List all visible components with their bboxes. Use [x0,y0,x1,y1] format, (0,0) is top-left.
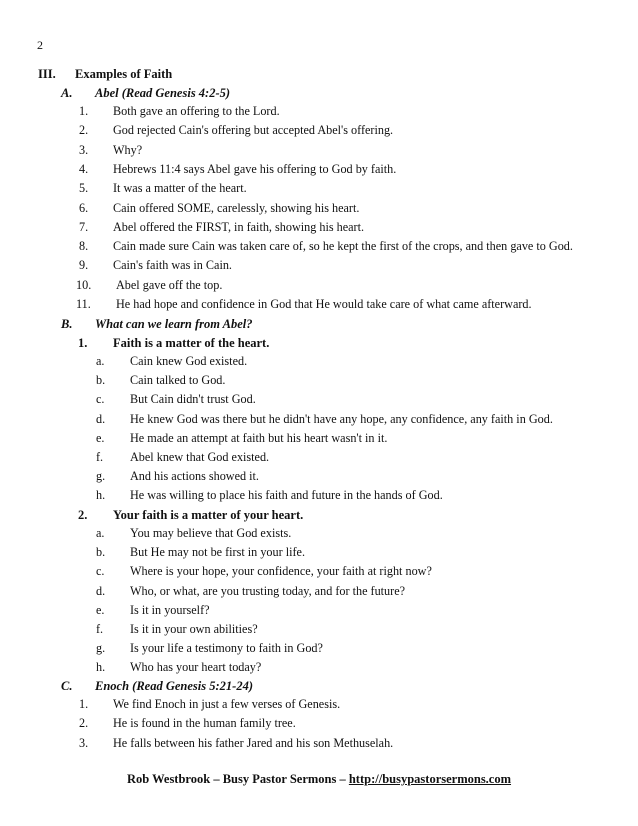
list-item-marker: 2. [79,123,89,138]
list-item-text: It was a matter of the heart. [113,181,247,196]
list-item-text: Who has your heart today? [130,660,262,675]
list-item-text: Cain made sure Cain was taken care of, so he kept the first of the crops, and then gave to God. [113,239,573,254]
list-item-text: And his actions showed it. [130,469,259,484]
list-item-text: Both gave an offering to the Lord. [113,104,280,118]
subsection-a-title: Abel (Read Genesis 4:2-5) [95,86,231,100]
page-number: 2 [37,38,43,52]
list-item-text: Cain talked to God. [130,373,226,388]
footer [0,772,638,787]
list-item-marker: a. [96,526,105,540]
list-item-text: But Cain didn't trust God. [130,392,256,407]
list-item-marker: d. [96,583,106,598]
list-item-marker: 10. [76,277,92,292]
list-item-marker: c. [96,392,105,407]
list-item-text: Cain's faith was in Cain. [113,258,232,273]
list-item-text: He knew God was there but he didn't have any hope, any confidence, any faith in God. [130,411,553,426]
list-item-text: He falls between his father Jared and his son Methuselah. [113,735,394,750]
list-item-text: Why? [113,142,143,157]
list-item-marker: 8. [79,239,89,254]
section-marker: III. [38,67,56,81]
list-item-marker: e. [96,430,105,445]
section-title: Examples of Faith [75,67,173,81]
list-item-marker: 11. [76,297,91,311]
footer-link[interactable]: http://busypastorsermons.com [348,772,512,786]
list-item-text: He is found in the human family tree. [113,716,296,731]
list-item-text: Is your life a testimony to faith in God? [130,641,323,656]
list-item-marker: e. [96,602,105,617]
list-item-marker: h. [96,488,106,503]
list-item-marker: g. [96,469,106,484]
list-item-text: Abel gave off the top. [116,277,223,292]
list-item-text: We find Enoch in just a few verses of Genesis. [113,697,341,711]
list-item-marker: 6. [79,200,89,215]
list-item-text: Abel offered the FIRST, in faith, showing his heart. [113,219,365,234]
subsection-c-title: Enoch (Read Genesis 5:21-24) [95,679,253,693]
list-item-text: Hebrews 11:4 says Abel gave his offering to God by faith. [113,161,397,176]
list-item-marker: 1. [79,697,89,711]
list-item-marker: f. [96,622,104,636]
list-item-marker: a. [96,354,105,368]
point-1-marker: 1. [78,336,88,350]
list-item-text: Cain offered SOME, carelessly, showing his heart. [113,200,360,215]
list-item-marker: 9. [79,258,89,273]
list-item-text: You may believe that God exists. [130,526,292,540]
list-item-marker: 1. [79,104,89,118]
list-item-marker: b. [96,373,106,388]
list-item-marker: 7. [79,219,89,234]
list-item-marker: 2. [79,716,89,731]
subsection-c-marker: C. [61,679,73,693]
list-item-marker: f. [96,450,104,464]
list-item-marker: c. [96,564,105,579]
list-item-marker: b. [96,545,106,560]
list-item-marker: d. [96,411,106,426]
list-item-marker: 3. [79,142,89,157]
subsection-b-marker: B. [61,317,73,331]
list-item-marker: 4. [79,161,89,176]
list-item-text: Is it in yourself? [130,602,210,617]
list-item-text: But He may not be first in your life. [130,545,305,560]
list-item-text: Abel knew that God existed. [130,450,270,464]
list-item-text: He made an attempt at faith but his heart wasn't in it. [130,430,388,445]
list-item-marker: 5. [79,181,89,196]
point-2-title: Your faith is a matter of your heart. [113,508,304,522]
list-item-text: Where is your hope, your confidence, your faith at right now? [130,564,432,579]
list-item-marker: g. [96,641,106,656]
point-1-title: Faith is a matter of the heart. [113,336,270,350]
list-item-text: Who, or what, are you trusting today, and for the future? [130,583,406,598]
list-item-text: Is it in your own abilities? [130,622,258,636]
list-item-text: God rejected Cain's offering but accepted Abel's offering. [113,123,394,138]
footer-text: Rob Westbrook – Busy Pastor Sermons – [126,772,349,786]
list-item-text: Cain knew God existed. [130,354,248,368]
list-item-text: He was willing to place his faith and future in the hands of God. [130,488,443,503]
subsection-b-title: What can we learn from Abel? [95,317,253,331]
list-item-text: He had hope and confidence in God that He would take care of what came afterward. [116,297,532,311]
list-item-marker: h. [96,660,106,675]
point-2-marker: 2. [78,508,88,522]
list-item-marker: 3. [79,735,89,750]
subsection-a-marker: A. [61,86,73,100]
